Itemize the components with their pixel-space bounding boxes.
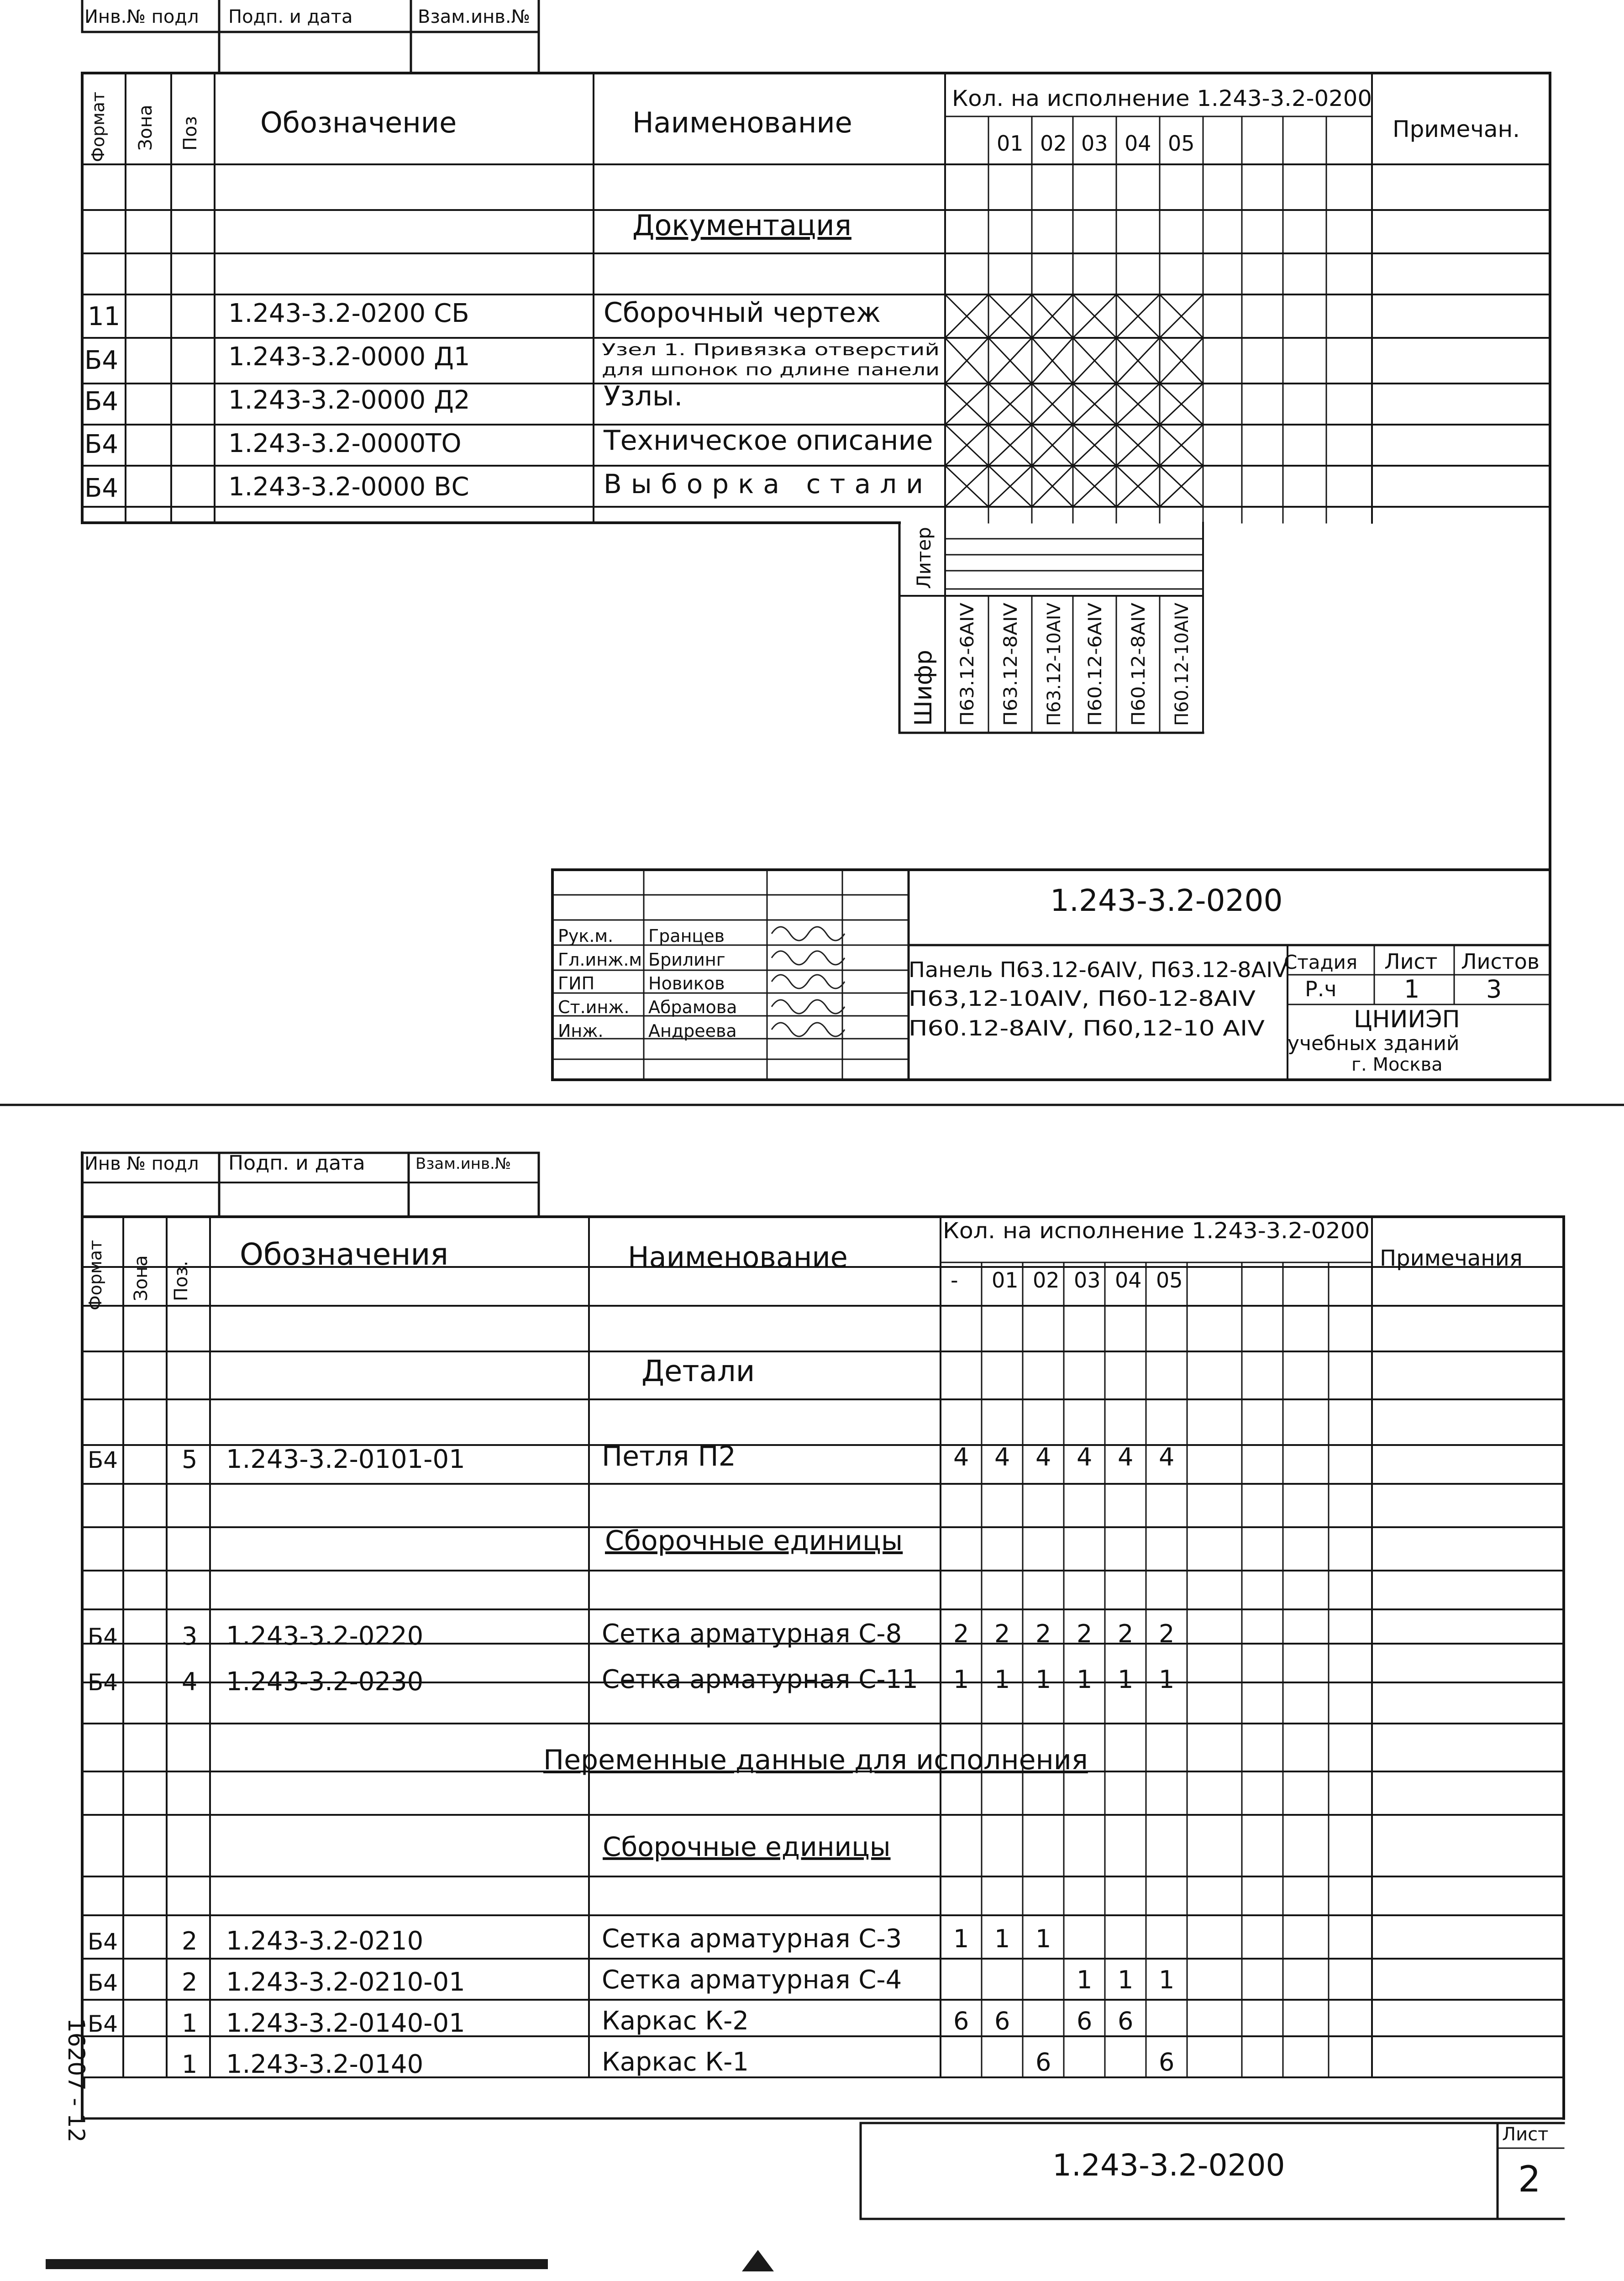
s1-row3-format: Б4 bbox=[84, 387, 119, 416]
row-qty: 1 bbox=[1035, 1924, 1051, 1953]
row-qty: 1 bbox=[994, 1924, 1010, 1953]
s1-format-header: Формат bbox=[88, 91, 108, 162]
s1-row5-designation: 1.243-3.2-0000 ВС bbox=[228, 472, 469, 502]
signature-mark bbox=[772, 927, 845, 941]
row-qty: 1 bbox=[1118, 1966, 1134, 1994]
row-name: Сетка арматурная С-4 bbox=[602, 1965, 902, 1995]
row-designation: 1.243-3.2-0101-01 bbox=[226, 1445, 465, 1474]
row-poz: 3 bbox=[182, 1622, 198, 1650]
s1-row4-designation: 1.243-3.2-0000ТО bbox=[228, 429, 462, 458]
qty-col-label: 01 bbox=[997, 131, 1024, 156]
s2-zona-header: Зона bbox=[131, 1255, 152, 1301]
s1-tb-listov-label: Листов bbox=[1461, 949, 1540, 974]
s2-section-assembly: Сборочные единицы bbox=[605, 1525, 903, 1557]
s2-podp-data: Подп. и дата bbox=[228, 1151, 365, 1175]
scan-edge-artifact bbox=[46, 2250, 774, 2271]
s1-row3-name: Узлы. bbox=[604, 380, 683, 412]
row-designation: 1.243-3.2-0210-01 bbox=[226, 1967, 465, 1997]
s1-row3-designation: 1.243-3.2-0000 Д2 bbox=[228, 385, 470, 415]
row-qty: 1 bbox=[1077, 1966, 1093, 1994]
s2-tb-list: 2 bbox=[1518, 2159, 1541, 2200]
s1-designation-header: Обозначение bbox=[260, 106, 457, 139]
row-poz: 4 bbox=[182, 1667, 198, 1696]
row-qty: 4 bbox=[953, 1443, 969, 1472]
row-qty: 1 bbox=[953, 1665, 969, 1694]
row-qty: 2 bbox=[1077, 1619, 1093, 1648]
qty-col-label: 02 bbox=[1040, 131, 1067, 156]
s1-row4-format: Б4 bbox=[84, 430, 119, 459]
shifr-code: П60.12-10АIV bbox=[1172, 599, 1193, 726]
row-qty: 6 bbox=[1035, 2048, 1051, 2076]
row-designation: 1.243-3.2-0140 bbox=[226, 2050, 424, 2079]
s1-tb-org-line2: учебных зданий bbox=[1288, 1032, 1460, 1055]
s1-staff-table bbox=[558, 926, 845, 1041]
s1-section-documentation: Документация bbox=[632, 209, 851, 242]
shifr-code: П63.12-6АIV bbox=[957, 611, 978, 726]
row-qty: 6 bbox=[1077, 2007, 1093, 2035]
qty-col-label: 03 bbox=[1074, 1268, 1101, 1293]
row-qty: 2 bbox=[1118, 1619, 1134, 1648]
row-poz: 5 bbox=[182, 1445, 198, 1474]
s2-section-details: Детали bbox=[641, 1355, 755, 1388]
s1-tb-list-label: Лист bbox=[1384, 949, 1438, 974]
staff-name: Брилинг bbox=[648, 950, 725, 970]
row-poz: 2 bbox=[182, 1927, 198, 1955]
row-qty: 6 bbox=[953, 2007, 969, 2035]
s1-row2-name-line1: Узел 1. Привязка отверстий bbox=[602, 341, 940, 359]
row-format: Б4 bbox=[88, 1929, 118, 1955]
s1-name-header: Наименование bbox=[632, 106, 852, 139]
s2-inv-podl: Инв № подл bbox=[84, 1153, 199, 1174]
s2-vzam-inv: Взам.инв.№ bbox=[415, 1155, 511, 1173]
s2-qty-title: Кол. на исполнение 1.243-3.2-0200 bbox=[943, 1218, 1370, 1244]
row-format: Б4 bbox=[88, 1669, 118, 1696]
s1-shifr-codes bbox=[957, 599, 1193, 726]
s1-qty-title: Кол. на исполнение 1.243-3.2-0200 bbox=[952, 86, 1372, 111]
staff-role: Инж. bbox=[558, 1021, 604, 1041]
s2-margin-note: 16207 - 12 bbox=[63, 2018, 89, 2143]
s1-notes-header: Примечан. bbox=[1393, 116, 1520, 142]
s2-section-variable: Переменные данные для исполнения bbox=[543, 1744, 1088, 1776]
row-designation: 1.243-3.2-0220 bbox=[226, 1621, 424, 1651]
s1-tb-desc-line3: П60.12-8АIV, П60,12-10 АIV bbox=[909, 1016, 1265, 1041]
row-qty: 2 bbox=[1035, 1619, 1051, 1648]
row-format: Б4 bbox=[88, 1624, 118, 1650]
s1-row2-format: Б4 bbox=[84, 346, 119, 375]
row-format: Б4 bbox=[88, 1447, 118, 1473]
s1-row1-designation: 1.243-3.2-0200 СБ bbox=[228, 299, 469, 328]
s1-shifr-label: Шифр bbox=[910, 650, 937, 726]
row-qty: 6 bbox=[994, 2007, 1010, 2035]
row-qty: 4 bbox=[1159, 1443, 1175, 1472]
row-poz: 1 bbox=[182, 2009, 198, 2038]
s1-tb-code: 1.243-3.2-0200 bbox=[1050, 883, 1283, 918]
s2-poz-header: Поз. bbox=[171, 1261, 192, 1301]
row-qty: 1 bbox=[1118, 1665, 1134, 1694]
row-designation: 1.243-3.2-0140-01 bbox=[226, 2008, 465, 2038]
s2-tb-list-label: Лист bbox=[1502, 2124, 1549, 2145]
s1-row2-designation: 1.243-3.2-0000 Д1 bbox=[228, 342, 470, 372]
signature-mark bbox=[772, 1000, 845, 1014]
staff-name: Андреева bbox=[648, 1021, 737, 1041]
qty-col-label: 03 bbox=[1081, 131, 1108, 156]
row-qty: 1 bbox=[953, 1924, 969, 1953]
s2-designation-header: Обозначения bbox=[240, 1237, 449, 1272]
s2-section-assembly2: Сборочные единицы bbox=[603, 1831, 891, 1862]
staff-name: Гранцев bbox=[648, 926, 725, 946]
qty-col-label: 02 bbox=[1033, 1268, 1060, 1293]
s1-inv-podl: Инв.№ подл bbox=[84, 6, 199, 27]
s1-row1-name: Сборочный чертеж bbox=[604, 297, 881, 329]
s1-row5-name: Выборка стали bbox=[604, 468, 923, 499]
row-poz: 1 bbox=[182, 2050, 198, 2079]
row-qty: 4 bbox=[1118, 1443, 1134, 1472]
row-name: Каркас К-2 bbox=[602, 2006, 749, 2036]
s1-tb-desc-line2: П63,12-10АIV, П60-12-8АIV bbox=[909, 986, 1256, 1011]
row-poz: 2 bbox=[182, 1968, 198, 1997]
s1-tb-stadia-label: Стадия bbox=[1284, 951, 1358, 973]
s1-tb-list: 1 bbox=[1404, 975, 1420, 1004]
row-qty: 1 bbox=[1077, 1665, 1093, 1694]
s1-liter-label: Литер bbox=[913, 527, 935, 589]
s2-qty-column-labels bbox=[951, 1268, 1183, 1293]
s1-tb-desc-line1: Панель П63.12-6АIV, П63.12-8АIV bbox=[909, 957, 1288, 982]
row-qty: 2 bbox=[994, 1619, 1010, 1648]
staff-name: Новиков bbox=[648, 973, 725, 993]
staff-role: Рук.м. bbox=[558, 926, 614, 946]
s1-tb-stadia: Р.ч bbox=[1305, 977, 1337, 1001]
s1-poz-header: Поз bbox=[180, 116, 201, 151]
staff-role: ГИП bbox=[558, 973, 595, 993]
row-qty: 4 bbox=[994, 1443, 1010, 1472]
row-qty: 2 bbox=[1159, 1619, 1175, 1648]
row-name: Сетка арматурная С-11 bbox=[602, 1665, 918, 1694]
row-qty: 6 bbox=[1118, 2007, 1134, 2035]
qty-col-label: 04 bbox=[1125, 131, 1151, 156]
row-qty: 1 bbox=[1159, 1966, 1175, 1994]
s2-name-header: Наименование bbox=[628, 1240, 848, 1274]
s1-row4-name: Техническое описание bbox=[604, 425, 933, 457]
s1-row1-format: 11 bbox=[88, 302, 121, 331]
staff-role: Гл.инж.м bbox=[558, 950, 642, 970]
row-qty: 4 bbox=[1077, 1443, 1093, 1472]
sheet-1 bbox=[84, 6, 1540, 1075]
row-designation: 1.243-3.2-0230 bbox=[226, 1667, 424, 1697]
shifr-code: П63.12-8АIV bbox=[1000, 611, 1021, 726]
shifr-code: П60.12-6АIV bbox=[1085, 611, 1106, 726]
shifr-code: П60.12-8АIV bbox=[1128, 611, 1149, 726]
row-format: Б4 bbox=[88, 1970, 118, 1996]
s1-row5-format: Б4 bbox=[84, 473, 119, 503]
s1-podp-data: Подп. и дата bbox=[228, 6, 353, 27]
qty-col-label: 05 bbox=[1156, 1268, 1183, 1293]
s1-vzam-inv: Взам.инв.№ bbox=[418, 6, 531, 27]
s2-format-header: Формат bbox=[85, 1240, 105, 1310]
row-name: Сетка арматурная С-3 bbox=[602, 1924, 902, 1954]
row-qty: 2 bbox=[953, 1619, 969, 1648]
row-format: Б4 bbox=[88, 2011, 118, 2037]
s1-tb-org-line3: г. Москва bbox=[1351, 1054, 1443, 1075]
row-qty: 1 bbox=[994, 1665, 1010, 1694]
signature-mark bbox=[772, 1023, 845, 1036]
s1-row2-name-line2: для шпонок по длине панели bbox=[602, 361, 940, 379]
qty-col-label: 05 bbox=[1168, 131, 1195, 156]
staff-name: Абрамова bbox=[648, 997, 737, 1017]
row-qty: 1 bbox=[1035, 1665, 1051, 1694]
row-name: Сетка арматурная С-8 bbox=[602, 1619, 902, 1649]
s1-tb-org-line1: ЦНИИЭП bbox=[1354, 1006, 1460, 1033]
signature-mark bbox=[772, 951, 845, 965]
qty-col-label: 04 bbox=[1115, 1268, 1142, 1293]
row-qty: 1 bbox=[1159, 1665, 1175, 1694]
row-name: Петля П2 bbox=[602, 1440, 736, 1472]
staff-role: Ст.инж. bbox=[558, 997, 630, 1017]
signature-mark bbox=[772, 975, 845, 988]
row-designation: 1.243-3.2-0210 bbox=[226, 1926, 424, 1956]
s1-qty-column-labels bbox=[997, 131, 1195, 156]
shifr-code: П63.12-10АIV bbox=[1044, 599, 1065, 726]
qty-col-label: - bbox=[951, 1268, 958, 1293]
s2-tb-code: 1.243-3.2-0200 bbox=[1052, 2148, 1285, 2183]
row-qty: 6 bbox=[1159, 2048, 1175, 2076]
sheet-2 bbox=[63, 1151, 1548, 2200]
row-qty: 4 bbox=[1035, 1443, 1051, 1472]
row-name: Каркас К-1 bbox=[602, 2047, 749, 2077]
s1-zona-header: Зона bbox=[135, 105, 156, 151]
s1-tb-listov: 3 bbox=[1486, 975, 1502, 1004]
qty-col-label: 01 bbox=[992, 1268, 1019, 1293]
s2-notes-header: Примечания bbox=[1380, 1246, 1523, 1271]
